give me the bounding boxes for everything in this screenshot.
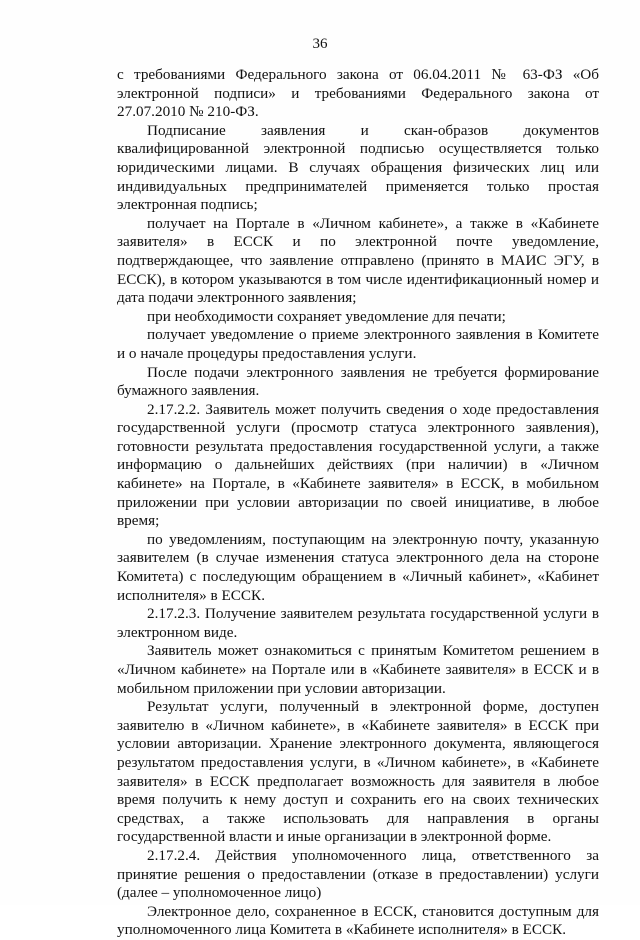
paragraph-no-paper: После подачи электронного заявления не требуется формирование бумажного заявления. — [117, 363, 599, 400]
paragraph-2-17-2-3: 2.17.2.3. Получение заявителем результата государственной услуги в электронном виде. — [117, 605, 599, 641]
paragraph-electronic-file: Электронное дело, сохраненное в ЕССК, становится доступным для уполномоченного лица Комитета в «Кабинете исполнителя» в ЕССК. — [117, 902, 599, 939]
paragraph-email-notifications: по уведомлениям, поступающим на электронную почту, указанную заявителем (в случае изменения статуса электронного дела на стороне Комитета) с последующим обращением в «Личный кабинет», «Кабинет исполнителя» в ЕССК. — [117, 530, 599, 604]
paragraph-decision-review: Заявитель может ознакомиться с принятым Комитетом решением в «Личном кабинете» на Портале или в «Кабинете заявителя» в ЕССК и в мобильном приложении при условии авторизации. — [117, 642, 599, 697]
paragraph-2-17-2-2: 2.17.2.2. Заявитель может получить сведения о ходе предоставления государственной услуги (просмотр статуса электронного заявления), готовности результата предоставления государственной услуги, а также информацию о дальнейших действиях (при наличии) в «Личном кабинете» на Портале, в «Кабинете заявителя» в ЕССК, в мобильном приложении при условии авторизации по своей инициативе, в любое время; — [117, 400, 599, 530]
paragraph-notification: получает на Портале в «Личном кабинете», а также в «Кабинете заявителя» в ЕССК и по электронной почте уведомление, подтверждающее, что заявление отправлено (принято в МАИС ЭГУ, в ЕССК), в котором указываются в том числе идентификационный номер и дата подачи электронного заявления; — [117, 214, 599, 307]
paragraph-signature: Подписание заявления и скан-образов документов квалифицированной электронной подписью осуществляется только юридическими лицами. В случаях обращения физических лиц или индивидуальных предпринимателей применяется только простая электронная подпись; — [117, 121, 599, 214]
paragraph-continuation: с требованиями Федерального закона от 06.04.2011 № 63-ФЗ «Об электронной подписи» и требованиями Федерального закона от 27.07.2010 № 210-ФЗ. — [117, 66, 599, 121]
paragraph-result-access: Результат услуги, полученный в электронной форме, доступен заявителю в «Личном кабинете», в «Кабинете заявителя» в ЕССК при условии авторизации. Хранение электронного документа, являющегося результатом предоставления услуги, в «Личном кабинете», в «Кабинете заявителя» в ЕССК предполагает возможность для заявителя в любое время получить к нему доступ и сохранить его на своих технических средствах, а также использовать для направления в органы государственной власти и иные организации в электронной форме. — [117, 698, 599, 846]
paragraph-print: при необходимости сохраняет уведомление для печати; — [147, 307, 506, 325]
paragraph-2-17-2-4: 2.17.2.4. Действия уполномоченного лица, ответственного за принятие решения о предоставлении (отказе в предоставлении) услуги (далее – уполномоченное лицо) — [117, 846, 599, 902]
paragraph-receipt: получает уведомление о приеме электронного заявления в Комитете и о начале процедуры предоставления услуги. — [117, 326, 599, 362]
page-number: 36 — [312, 36, 328, 52]
document-body — [117, 66, 599, 940]
